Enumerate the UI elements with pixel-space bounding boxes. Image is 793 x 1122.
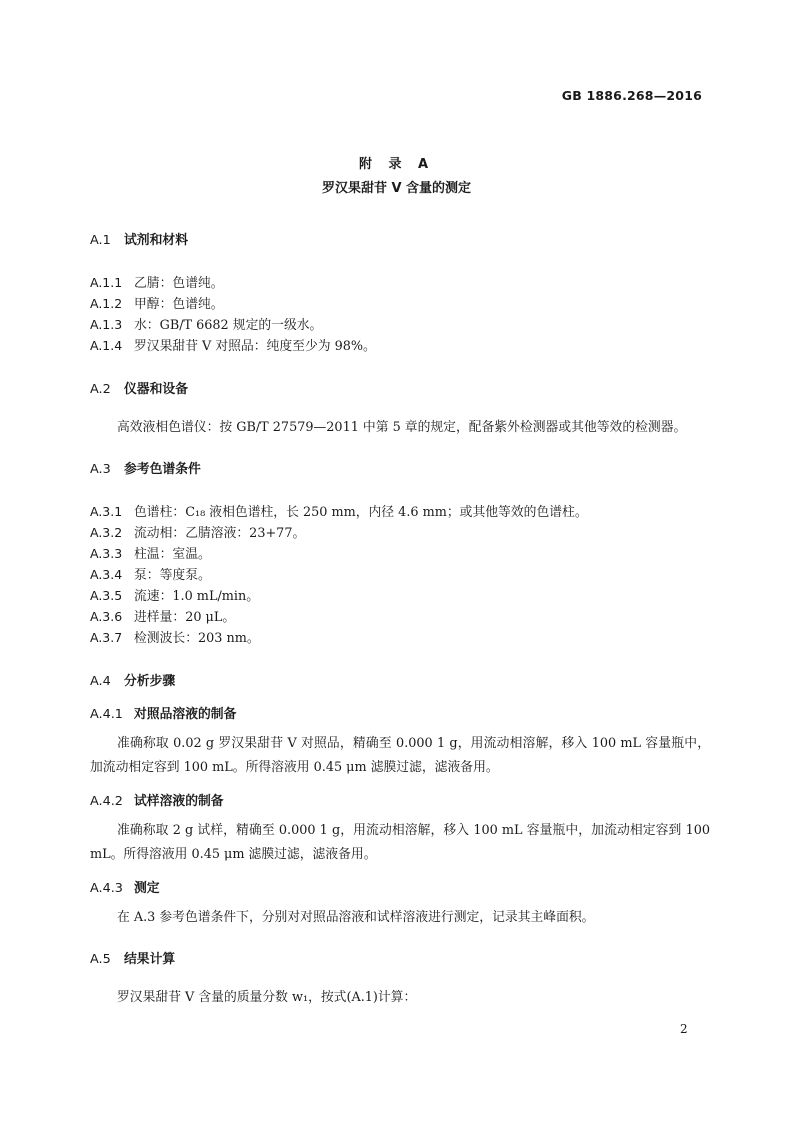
section-number: A.2	[90, 382, 111, 397]
paragraph-a41: 准确称取 0.02 g 罗汉果甜苷 V 对照品，精确至 0.000 1 g，用流动相溶解，移入 100 mL 容量瓶中，加流动相定容到 100 mL。所得溶液用 0.45 μm 滤膜过滤，滤液备用。	[90, 736, 710, 775]
section-heading-a3	[90, 459, 710, 480]
list-item-a3-7	[90, 627, 710, 648]
item-text: 水：GB/T 6682 规定的一级水。	[134, 318, 323, 333]
section-heading-a5	[90, 949, 710, 970]
list-item-a3-6	[90, 606, 710, 627]
standard-number: GB 1886.268—2016	[561, 88, 702, 103]
subsection-title: 对照品溶液的制备	[134, 707, 237, 722]
item-text: 流速：1.0 mL/min。	[134, 589, 260, 604]
item-text: 进样量：20 μL。	[134, 610, 236, 625]
list-item-a1-3	[90, 314, 710, 335]
paragraph-a42: 准确称取 2 g 试样，精确至 0.000 1 g，用流动相溶解，移入 100 mL 容量瓶中，加流动相定容到 100 mL。所得溶液用 0.45 μm 滤膜过滤，滤液备用。	[90, 823, 710, 862]
item-text: 甲醇：色谱纯。	[134, 297, 224, 312]
item-text: 柱温：室温。	[134, 547, 211, 562]
document-body	[90, 230, 710, 1010]
item-number: A.3.4	[90, 567, 123, 582]
item-text: 色谱柱：C₁₈ 液相色谱柱，长 250 mm，内径 4.6 mm；或其他等效的色谱柱。	[134, 505, 588, 520]
section-number: A.5	[90, 952, 111, 967]
paragraph-a5: 罗汉果甜苷 V 含量的质量分数 w₁，按式(A.1)计算：	[117, 990, 417, 1005]
paragraph-a2: 高效液相色谱仪：按 GB/T 27579—2011 中第 5 章的规定，配备紫外检测器或其他等效的检测器。	[117, 420, 687, 435]
list-item-a3-2	[90, 522, 710, 543]
item-number: A.3.1	[90, 504, 123, 519]
subsection-title: 试样溶液的制备	[134, 794, 224, 809]
section-title: 参考色谱条件	[124, 462, 201, 477]
section-number: A.4	[90, 674, 111, 689]
section-heading-a4	[90, 671, 710, 692]
item-number: A.3.6	[90, 609, 123, 624]
subsection-number: A.4.3	[90, 881, 123, 896]
list-item-a1-2	[90, 293, 710, 314]
list-item-a1-1	[90, 272, 710, 293]
item-text: 乙腈：色谱纯。	[134, 276, 224, 291]
section-title: 分析步骤	[124, 674, 176, 689]
section-number: A.3	[90, 462, 111, 477]
annex-title: 罗汉果甜苷 V 含量的测定	[321, 181, 472, 196]
list-item-a3-5	[90, 585, 710, 606]
section-heading-a2	[90, 379, 710, 400]
annex-label: 附 录 A	[358, 157, 435, 172]
section-heading-a1	[90, 230, 710, 251]
subsection-heading-a42	[90, 791, 710, 812]
item-text: 检测波长：203 nm。	[134, 631, 260, 646]
item-number: A.1.4	[90, 338, 123, 353]
subsection-title: 测定	[134, 881, 160, 896]
section-title: 试剂和材料	[124, 233, 188, 248]
item-number: A.1.3	[90, 317, 123, 332]
subsection-heading-a43	[90, 878, 710, 899]
item-number: A.3.2	[90, 525, 123, 540]
item-number: A.3.3	[90, 546, 123, 561]
section-number: A.1	[90, 233, 111, 248]
item-text: 泵：等度泵。	[134, 568, 211, 583]
item-number: A.1.1	[90, 275, 123, 290]
item-text: 流动相：乙腈溶液：23+77。	[134, 526, 306, 541]
item-number: A.3.7	[90, 630, 123, 645]
subsection-number: A.4.1	[90, 707, 123, 722]
paragraph-a43: 在 A.3 参考色谱条件下，分别对对照品溶液和试样溶液进行测定，记录其主峰面积。	[117, 910, 595, 925]
item-number: A.1.2	[90, 296, 123, 311]
item-number: A.3.5	[90, 588, 123, 603]
subsection-heading-a41	[90, 704, 710, 725]
section-title: 仪器和设备	[124, 382, 188, 397]
list-item-a3-4	[90, 564, 710, 585]
list-item-a3-1	[90, 501, 710, 522]
subsection-number: A.4.2	[90, 794, 123, 809]
section-title: 结果计算	[124, 952, 176, 967]
list-item-a1-4	[90, 335, 710, 356]
item-text: 罗汉果甜苷 V 对照品：纯度至少为 98%。	[134, 339, 376, 354]
list-item-a3-3	[90, 543, 710, 564]
page-number: 2	[680, 1022, 688, 1036]
